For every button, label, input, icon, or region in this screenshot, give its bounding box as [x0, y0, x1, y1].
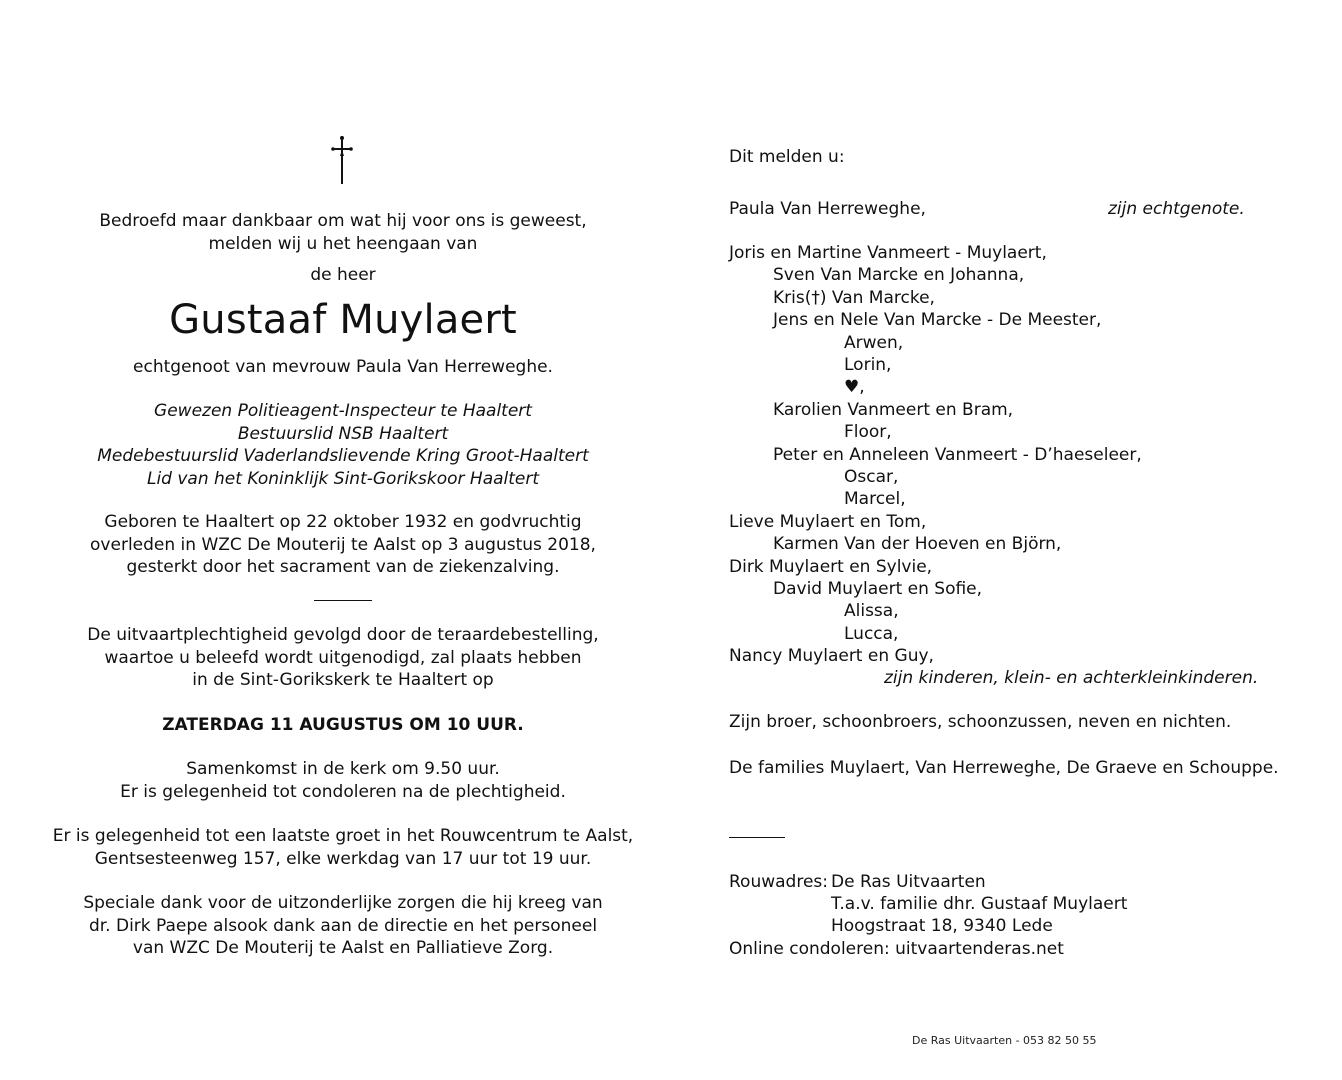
family-member: Joris en Martine Vanmeert - Muylaert, [729, 243, 1047, 263]
family-member: Nancy Muylaert en Guy, [729, 646, 934, 667]
families: De families Muylaert, Van Herreweghe, De Graeve en Schouppe. [729, 758, 1279, 778]
family-member: Lorin, [844, 355, 892, 375]
address-line: T.a.v. familie dhr. Gustaaf Muylaert [831, 894, 1128, 914]
address-line: Hoogstraat 18, 9340 Lede [831, 916, 1053, 936]
online-condolence: Online condoleren: uitvaartenderas.net [729, 939, 1064, 959]
family-member: Karmen Van der Hoeven en Björn, [773, 534, 1062, 555]
address-label: Rouwadres: [729, 872, 828, 892]
family-member: David Muylaert en Sofie, [773, 579, 983, 599]
cross-icon [327, 134, 357, 186]
intro-line: Bedroefd maar dankbaar om wat hij voor ons is geweest, [99, 211, 587, 231]
family-member: Lucca, [844, 623, 899, 644]
siblings: Zijn broer, schoonbroers, schoonzussen, neven en nichten. [729, 712, 1232, 732]
family-member: Sven Van Marcke en Johanna, [773, 265, 1025, 286]
family-member: Lieve Muylaert en Tom, [729, 511, 927, 532]
divider [314, 600, 372, 601]
family-member: Karolien Vanmeert en Bram, [773, 399, 1014, 420]
deceased-name: Gustaaf Muylaert [169, 297, 517, 343]
function-line: Bestuurslid NSB Haaltert [237, 423, 449, 444]
gathering: Samenkomst in de kerk om 9.50 uur. Er is gelegenheid tot condoleren na de plechtigheid. [120, 759, 566, 802]
spouse-name: Paula Van Herreweghe, [729, 199, 926, 219]
spouse-line: echtgenoot van mevrouw Paula Van Herreweghe. [133, 357, 553, 377]
footer-credit: De Ras Uitvaarten - 053 82 50 55 [912, 1034, 1097, 1047]
farewell: Er is gelegenheid tot een laatste groet in het Rouwcentrum te Aalst, Gentsesteenweg 157, elke werkdag van 17 uur tot 19 uur. [52, 826, 634, 869]
family-member: Arwen, [844, 332, 904, 353]
divider [729, 837, 785, 838]
children-role: zijn kinderen, klein- en achterkleinkinderen. [884, 668, 1259, 688]
functions [40, 400, 646, 490]
birth-death: Geboren te Haaltert op 22 oktober 1932 en godvruchtig overleden in WZC De Mouterij te Aalst op 3 augustus 2018, gesterkt door het sacrament van de ziekenzalving. [90, 512, 596, 577]
intro-line: melden wij u het heengaan van [208, 233, 478, 254]
family-member: Kris(†) Van Marcke, [773, 287, 935, 308]
family-member: Oscar, [844, 467, 899, 487]
announce: Dit melden u: [729, 147, 845, 167]
ceremony-date: ZATERDAG 11 AUGUSTUS OM 10 UUR. [162, 715, 524, 735]
family-member: Peter en Anneleen Vanmeert - D’haeseleer, [773, 444, 1142, 465]
family-member: Marcel, [844, 489, 906, 510]
family-member: Alissa, [844, 601, 899, 622]
function-line: Gewezen Politieagent-Inspecteur te Haaltert [154, 401, 532, 421]
family-member: Jens en Nele Van Marcke - De Meester, [773, 310, 1102, 331]
ceremony: De uitvaartplechtigheid gevolgd door de teraardebestelling, waartoe u beleefd wordt uitgenodigd, zal plaats hebben in de Sint-Gorikskerk te Haaltert op [87, 625, 599, 690]
intro [40, 210, 646, 255]
function-line: Lid van het Koninklijk Sint-Gorikskoor Haaltert [146, 468, 540, 489]
title-prefix: de heer [310, 265, 376, 285]
family-member: ♥, [844, 377, 865, 398]
family-member: Dirk Muylaert en Sylvie, [729, 556, 933, 577]
address-line: De Ras Uitvaarten [831, 872, 986, 892]
family-member: Floor, [844, 422, 892, 443]
function-line: Medebestuurslid Vaderlandslievende Kring Groot-Haaltert [97, 446, 589, 466]
thanks: Speciale dank voor de uitzonderlijke zorgen die hij kreeg van dr. Dirk Paepe alsook dank aan de directie en het personeel van WZC De Mouterij te Aalst en Palliatieve Zorg. [83, 893, 603, 958]
spouse-role: zijn echtgenote. [1108, 199, 1245, 219]
